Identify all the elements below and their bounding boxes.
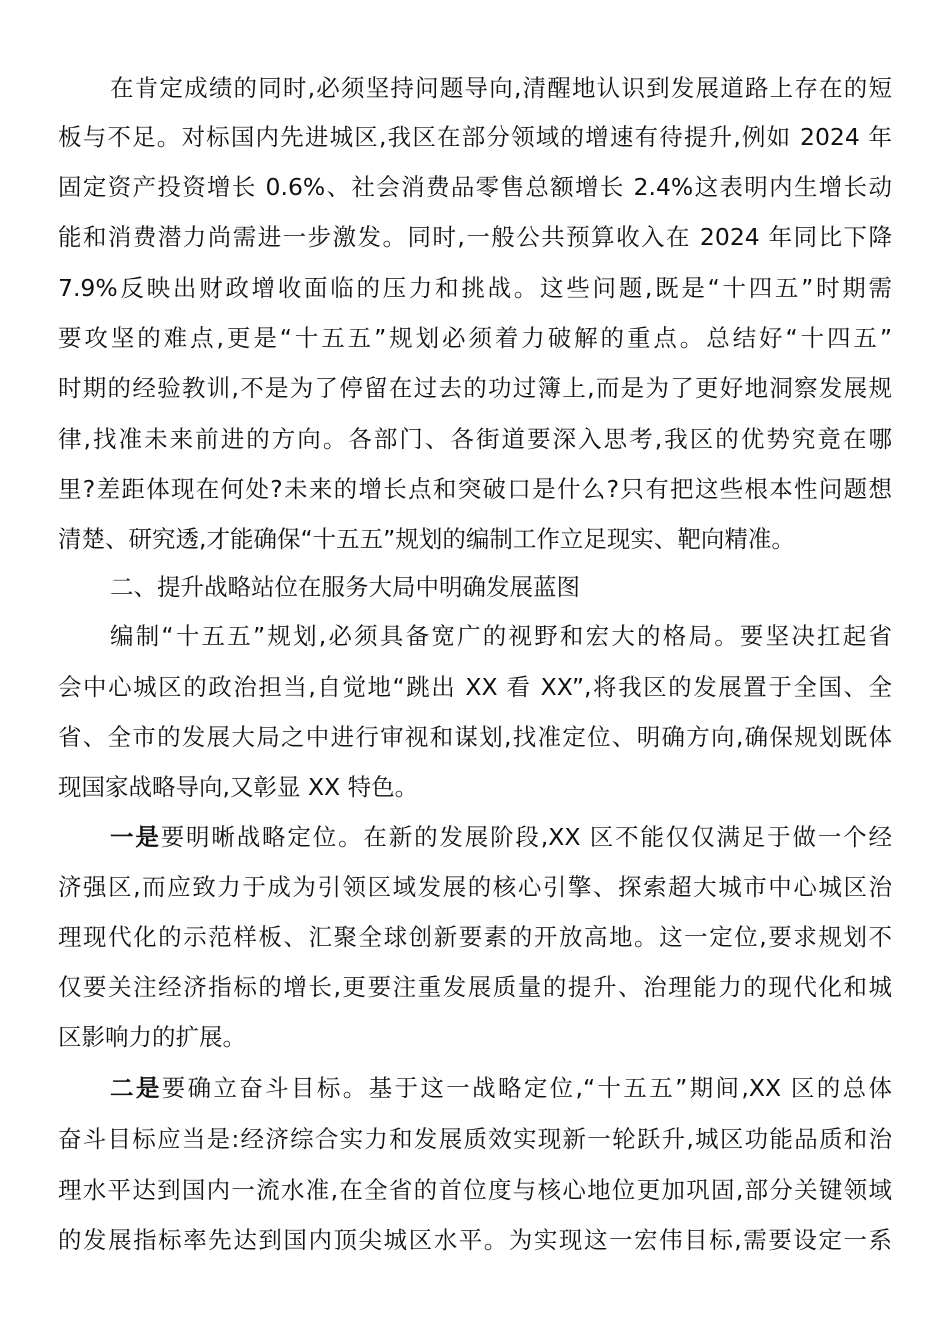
paragraph-3-line-4: 仅要关注经济指标的增长,更要注重发展质量的提升、治理能力的现代化和城 (58, 973, 892, 1001)
paragraph-1-line-8: 律,找准未来前进的方向。各部门、各街道要深入思考,我区的优势究竟在哪 (58, 425, 892, 453)
paragraph-1-line-6: 要攻坚的难点,更是“十五五”规划必须着力破解的重点。总结好“十四五” (58, 324, 892, 352)
paragraph-3-line-2: 济强区,而应致力于成为引领区域发展的核心引擎、探索超大城市中心城区治 (58, 873, 892, 901)
paragraph-2-line-4: 现国家战略导向,又彰显 XX 特色。 (58, 773, 419, 801)
paragraph-3-line-3: 理现代化的示范样板、汇聚全球创新要素的开放高地。这一定位,要求规划不 (58, 923, 892, 951)
paragraph-4-line-2: 奋斗目标应当是:经济综合实力和发展质效实现新一轮跃升,城区功能品质和治 (58, 1125, 892, 1153)
paragraph-4-line-1-text: 要确立奋斗目标。基于这一战略定位,“十五五”期间,XX 区的总体 (161, 1074, 892, 1102)
paragraph-2-line-3: 省、全市的发展大局之中进行审视和谋划,找准定位、明确方向,确保规划既体 (58, 723, 892, 751)
paragraph-1-line-5: 7.9%反映出财政增收面临的压力和挑战。这些问题,既是“十四五”时期需 (58, 274, 892, 302)
paragraph-1-line-4: 能和消费潜力尚需进一步激发。同时,一般公共预算收入在 2024 年同比下降 (58, 223, 892, 251)
lead-term-2: 二是 (110, 1074, 162, 1102)
paragraph-4-line-3: 理水平达到国内一流水准,在全省的首位度与核心地位更加巩固,部分关键领域 (58, 1176, 892, 1204)
paragraph-4-line-1 (110, 1073, 892, 1103)
paragraph-1-line-2: 板与不足。对标国内先进城区,我区在部分领域的增速有待提升,例如 2024 年 (58, 123, 892, 151)
paragraph-3-line-5: 区影响力的扩展。 (58, 1023, 246, 1051)
paragraph-3-line-1 (110, 822, 892, 852)
paragraph-2-line-1: 编制“十五五”规划,必须具备宽广的视野和宏大的格局。要坚决扛起省 (110, 622, 892, 650)
lead-term-1: 一是 (110, 823, 161, 851)
paragraph-1-line-3: 固定资产投资增长 0.6%、社会消费品零售总额增长 2.4%这表明内生增长动 (58, 173, 892, 201)
paragraph-1-line-1: 在肯定成绩的同时,必须坚持问题导向,清醒地认识到发展道路上存在的短 (110, 74, 892, 102)
paragraph-1-line-10: 清楚、研究透,才能确保“十五五”规划的编制工作立足现实、靶向精准。 (58, 525, 795, 553)
paragraph-2-line-2: 会中心城区的政治担当,自觉地“跳出 XX 看 XX”,将我区的发展置于全国、全 (58, 673, 892, 701)
section-heading-2: 二、提升战略站位在服务大局中明确发展蓝图 (110, 573, 580, 601)
paragraph-3-line-1-text: 要明晰战略定位。在新的发展阶段,XX 区不能仅仅满足于做一个经 (160, 823, 893, 851)
paragraph-4-line-4: 的发展指标率先达到国内顶尖城区水平。为实现这一宏伟目标,需要设定一系 (58, 1226, 892, 1254)
paragraph-1-line-9: 里?差距体现在何处?未来的增长点和突破口是什么?只有把这些根本性问题想 (58, 475, 892, 503)
paragraph-1-line-7: 时期的经验教训,不是为了停留在过去的功过簿上,而是为了更好地洞察发展规 (58, 374, 892, 402)
